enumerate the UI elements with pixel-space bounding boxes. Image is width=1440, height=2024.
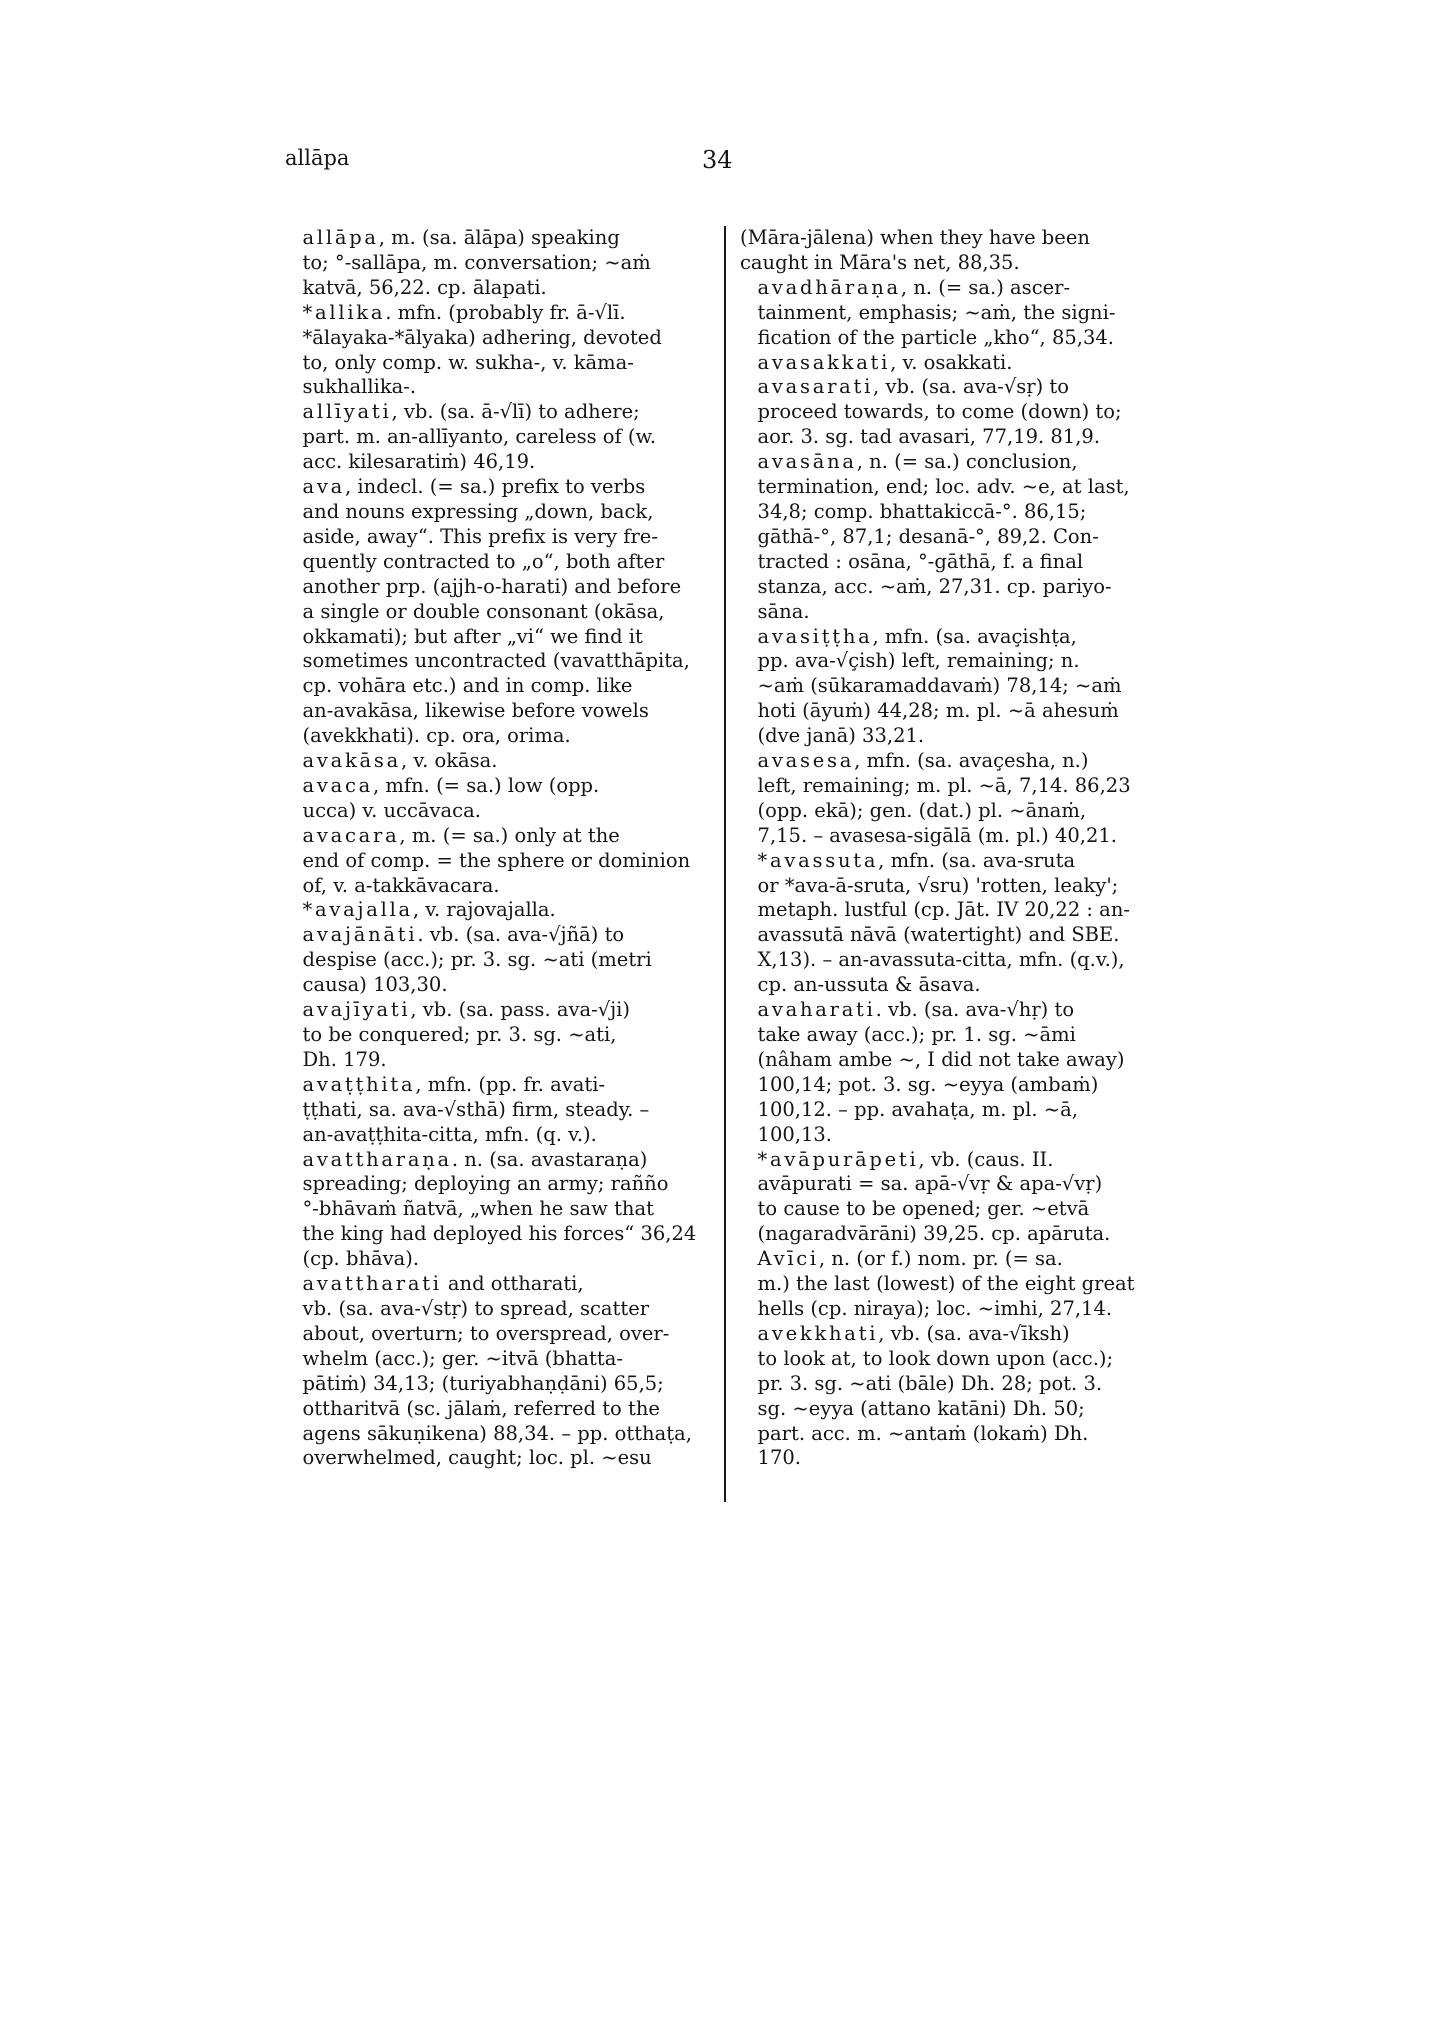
entry-line [285, 1073, 733, 1098]
entry-line: proceed towards, to come (down) to; [757, 400, 1122, 424]
entry-line: to cause to be opened; ger. ~etvā [757, 1197, 1090, 1221]
entry-headword: allīyati [302, 400, 392, 424]
entry-line: 170. [757, 1446, 801, 1470]
entry-text: , v. rajovajalla. [412, 898, 556, 922]
entry-line: and nouns expressing „down, back, [302, 499, 654, 523]
entry-line: about, overturn; to overspread, over- [302, 1321, 670, 1345]
entry-text: . n. (sa. avastaraṇa) [451, 1147, 648, 1171]
dictionary-entry [740, 1322, 1188, 1471]
entry-text: , m. (= sa.) only at the [399, 823, 620, 847]
column-rule [724, 226, 726, 1502]
entry-line [740, 450, 1188, 475]
entry-text: , vb. (sa. ā-√lī) to adhere; [391, 400, 640, 424]
entry-line: an-avaṭṭhita-citta, mfn. (q. v.). [302, 1122, 597, 1146]
entry-line [740, 849, 1188, 874]
entry-line [285, 301, 733, 326]
entry-text: , mfn. (sa. ava-sruta [878, 848, 1076, 872]
entry-line: to look at, to look down upon (acc.); [757, 1346, 1114, 1370]
entry-headword: *avajalla [302, 898, 413, 922]
entry-line [285, 749, 733, 774]
entry-line: take away (acc.); pr. 1. sg. ~āmi [757, 1023, 1076, 1046]
left-column [285, 226, 733, 1471]
entry-line [285, 923, 733, 948]
entry-line: of, v. a-takkāvacara. [302, 873, 500, 897]
entry-line: ~aṁ (sūkaramaddavaṁ) 78,14; ~aṁ [757, 674, 1122, 698]
entry-text: , n. (or f.) nom. pr. (= sa. [818, 1247, 1063, 1271]
dictionary-entry [285, 301, 733, 401]
entry-line: aside, away“. This prefix is very fre- [302, 524, 658, 548]
dictionary-entry [285, 749, 733, 774]
entry-line: 34,8; comp. bhattakiccā-°. 86,15; [757, 499, 1087, 523]
entry-headword: avajānāti [302, 923, 418, 947]
entry-line: end of comp. = the sphere or dominion [302, 848, 691, 872]
entry-line: ucca) v. uccāvaca. [302, 798, 481, 822]
entry-headword: avasāna [757, 450, 857, 474]
entry-text: , mfn. (pp. fr. avati- [415, 1072, 606, 1096]
entry-line: termination, end; loc. adv. ~e, at last, [757, 475, 1130, 499]
entry-headword: avasarati [757, 375, 874, 399]
entry-line [285, 1148, 733, 1173]
entry-line: part. m. an-allīyanto, careless of (w. [302, 425, 657, 449]
entry-headword: avattharati [302, 1272, 442, 1296]
entry-line: overwhelmed, caught; loc. pl. ~esu [302, 1446, 652, 1470]
running-head-left: allāpa [285, 146, 350, 170]
entry-line: X,13). – an-avassuta-citta, mfn. (q.v.), [757, 948, 1125, 972]
dictionary-entry [740, 849, 1188, 998]
entry-line [285, 1272, 733, 1297]
entry-line: (nâham ambe ~, I did not take away) [757, 1047, 1125, 1071]
entry-line: spreading; deploying an army; rañño [302, 1172, 669, 1196]
entry-text: , mfn. (= sa.) low (opp. [373, 773, 600, 797]
dictionary-entry [285, 400, 733, 475]
entry-text: , vb. (sa. ava-√sṛ) to [873, 375, 1069, 399]
entry-headword: avaca [302, 773, 374, 797]
entry-line: to be conquered; pr. 3. sg. ~ati, [302, 1023, 617, 1046]
entry-line [285, 400, 733, 425]
entry-line: another prp. (ajjh-o-harati) and before [302, 574, 682, 598]
entry-text: , mfn. (sa. avaçesha, n.) [854, 749, 1089, 773]
dictionary-entry [740, 998, 1188, 1147]
entry-line: (nagaradvārāni) 39,25. cp. apāruta. [757, 1222, 1111, 1246]
dictionary-entry [285, 1272, 733, 1471]
entry-line: okkamati); but after „vi“ we find it [302, 624, 643, 648]
entry-headword: avaṭṭhita [302, 1072, 416, 1096]
dictionary-entry [285, 998, 733, 1073]
entry-headword: avasiṭṭha [757, 624, 873, 648]
entry-line: to, only comp. w. sukha-, v. kāma- [302, 350, 634, 374]
entry-line [285, 824, 733, 849]
entry-line [740, 351, 1188, 376]
entry-line: avassutā nāvā (watertight) and SBE. [757, 923, 1120, 947]
entry-line: avāpurati = sa. apā-√vṛ & apa-√vṛ) [757, 1172, 1103, 1196]
entry-line: pp. ava-√çish) left, remaining; n. [757, 649, 1080, 673]
entry-line: (opp. ekā); gen. (dat.) pl. ~ānaṁ, [757, 798, 1087, 822]
entry-line [285, 226, 733, 251]
entry-headword: *avāpurāpeti [757, 1147, 919, 1171]
entry-line [740, 625, 1188, 650]
entry-line: hells (cp. niraya); loc. ~imhi, 27,14. [757, 1296, 1113, 1320]
entry-line: causa) 103,30. [302, 973, 448, 997]
dictionary-entry [285, 774, 733, 824]
entry-text: , v. osakkati. [890, 350, 1013, 374]
entry-line: sg. ~eyya (attano katāni) Dh. 50; [757, 1396, 1085, 1420]
entry-line: gāthā-°, 87,1; desanā-°, 89,2. Con- [757, 524, 1099, 548]
entry-line: part. acc. m. ~antaṁ (lokaṁ) Dh. [757, 1421, 1089, 1445]
entry-line [285, 998, 733, 1023]
entry-line: *ālayaka-*ālyaka) adhering, devoted [302, 325, 662, 349]
entry-line: katvā, 56,22. cp. ālapati. [302, 275, 547, 299]
dictionary-entry [740, 375, 1188, 450]
entry-line: whelm (acc.); ger. ~itvā (bhatta- [302, 1346, 623, 1370]
entry-line: (Māra-jālena) when they have been [740, 226, 1090, 249]
entry-line: 100,13. [757, 1122, 832, 1146]
entry-line: Dh. 179. [302, 1047, 387, 1071]
entry-line: tainment, emphasis; ~aṁ, the signi- [757, 300, 1116, 324]
dictionary-entry [285, 475, 733, 749]
entry-text: and ottharati, [441, 1272, 584, 1296]
entry-line [740, 998, 1188, 1023]
entry-line: sāna. [757, 599, 810, 623]
entry-text: . vb. (sa. ava-√jñā) to [417, 923, 625, 947]
page-number: 34 [702, 146, 733, 174]
entry-line [740, 276, 1188, 301]
entry-line: the king had deployed his forces“ 36,24 [302, 1222, 697, 1246]
entry-text: , m. (sa. ālāpa) speaking [378, 226, 620, 249]
entry-text: , n. (= sa.) conclusion, [856, 450, 1078, 474]
entry-text: . vb. (sa. ava-√hṛ) to [875, 998, 1075, 1022]
dictionary-entry [740, 450, 1188, 624]
entry-text: , v. okāsa. [401, 749, 498, 773]
dictionary-entry [740, 351, 1188, 376]
entry-line: stanza, acc. ~aṁ, 27,31. cp. pariyo- [757, 574, 1112, 598]
entry-text: , vb. (sa. pass. ava-√ji) [410, 998, 631, 1022]
entry-line [285, 898, 733, 923]
entry-text: . mfn. (probably fr. ā-√lī. [385, 300, 626, 324]
entry-line [285, 774, 733, 799]
entry-line: caught in Māra's net, 88,35. [740, 250, 1020, 274]
entry-headword: *avassuta [757, 848, 879, 872]
entry-line: cp. vohāra etc.) and in comp. like [302, 674, 633, 698]
entry-line: acc. kilesaratiṁ) 46,19. [302, 450, 536, 474]
entry-line: m.) the last (lowest) of the eight great [757, 1272, 1135, 1296]
entry-line: sukhallika-. [302, 375, 417, 399]
entry-line: vb. (sa. ava-√stṛ) to spread, scatter [302, 1296, 650, 1320]
dictionary-entry [740, 1247, 1188, 1322]
dictionary-entry [740, 625, 1188, 750]
entry-line [740, 1322, 1188, 1347]
entry-text: , mfn. (sa. avaçishṭa, [872, 624, 1077, 648]
dictionary-entry [740, 276, 1188, 351]
entry-headword: ava [302, 475, 346, 499]
entry-line: quently contracted to „o“, both after [302, 549, 665, 573]
entry-line: an-avakāsa, likewise before vowels [302, 699, 649, 723]
entry-line: aor. 3. sg. tad avasari, 77,19. 81,9. [757, 425, 1101, 449]
dictionary-entry [285, 1148, 733, 1273]
entry-line: cp. an-ussuta & āsava. [757, 973, 981, 997]
entry-line: despise (acc.); pr. 3. sg. ~ati (metri [302, 948, 652, 972]
entry-line: or *ava-ā-sruta, √sru) 'rotten, leaky'; [757, 873, 1119, 897]
entry-line: (avekkhati). cp. ora, orima. [302, 724, 571, 748]
dictionary-entry [285, 824, 733, 899]
entry-headword: *allika [302, 300, 386, 324]
entry-line: 7,15. – avasesa-sigālā (m. pl.) 40,21. [757, 823, 1118, 847]
entry-text: , vb. (sa. ava-√īksh) [878, 1321, 1070, 1345]
entry-line: to; °-sallāpa, m. conversation; ~aṁ [302, 250, 651, 274]
entry-headword: avattharaṇa [302, 1147, 452, 1171]
entry-headword: avekkhati [757, 1321, 879, 1345]
entry-headword: avadhāraṇa [757, 275, 901, 299]
entry-line: tracted : osāna, °-gāthā, f. a final [757, 549, 1084, 573]
entry-line: pr. 3. sg. ~ati (bāle) Dh. 28; pot. 3. [757, 1371, 1103, 1395]
dictionary-entry [285, 923, 733, 998]
dictionary-entry [285, 1073, 733, 1148]
entry-line [285, 475, 733, 500]
dictionary-entry [285, 226, 733, 301]
entry-line: °-bhāvaṁ ñatvā, „when he saw that [302, 1197, 654, 1221]
entry-text: , n. (= sa.) ascer- [900, 275, 1071, 299]
entry-line [740, 1247, 1188, 1272]
entry-line: hoti (āyuṁ) 44,28; m. pl. ~ā ahesuṁ [757, 699, 1119, 723]
dictionary-entry [740, 226, 1188, 276]
entry-headword: avaharati [757, 998, 876, 1022]
dictionary-entry [285, 898, 733, 923]
entry-line: (dve janā) 33,21. [757, 724, 925, 748]
entry-headword: avacara [302, 823, 400, 847]
entry-line: ottharitvā (sc. jālaṁ, referred to the [302, 1396, 660, 1420]
entry-line: metaph. lustful (cp. Jāt. IV 20,22 : an- [757, 898, 1130, 922]
entry-line: (cp. bhāva). [302, 1247, 420, 1271]
entry-line: fication of the particle „kho“, 85,34. [757, 325, 1114, 349]
entry-line: a single or double consonant (okāsa, [302, 599, 665, 623]
entry-text: , vb. (caus. II. [918, 1147, 1054, 1171]
entry-line: ṭṭhati, sa. ava-√sthā) firm, steady. – [302, 1097, 650, 1121]
entry-line [740, 749, 1188, 774]
entry-text: , indecl. (= sa.) prefix to verbs [345, 475, 646, 499]
entry-line [740, 1148, 1188, 1173]
entry-headword: avasakkati [757, 350, 891, 374]
entry-line: agens sākuṇikena) 88,34. – pp. otthaṭa, [302, 1421, 692, 1445]
entry-line: 100,12. – pp. avahaṭa, m. pl. ~ā, [757, 1097, 1078, 1121]
dictionary-entry [740, 1148, 1188, 1248]
entry-line: pātiṁ) 34,13; (turiyabhaṇḍāni) 65,5; [302, 1371, 664, 1395]
right-column [740, 226, 1188, 1471]
entry-line: 100,14; pot. 3. sg. ~eyya (ambaṁ) [757, 1072, 1099, 1096]
entry-line: left, remaining; m. pl. ~ā, 7,14. 86,23 [757, 773, 1131, 797]
entry-headword: avasesa [757, 749, 855, 773]
dictionary-entry [740, 749, 1188, 849]
entry-headword: allāpa [302, 226, 379, 249]
entry-line [740, 375, 1188, 400]
entry-headword: avajīyati [302, 998, 411, 1022]
entry-headword: avakāsa [302, 749, 401, 773]
entry-headword: Avīci [757, 1247, 819, 1271]
entry-line: sometimes uncontracted (vavatthāpita, [302, 649, 690, 673]
